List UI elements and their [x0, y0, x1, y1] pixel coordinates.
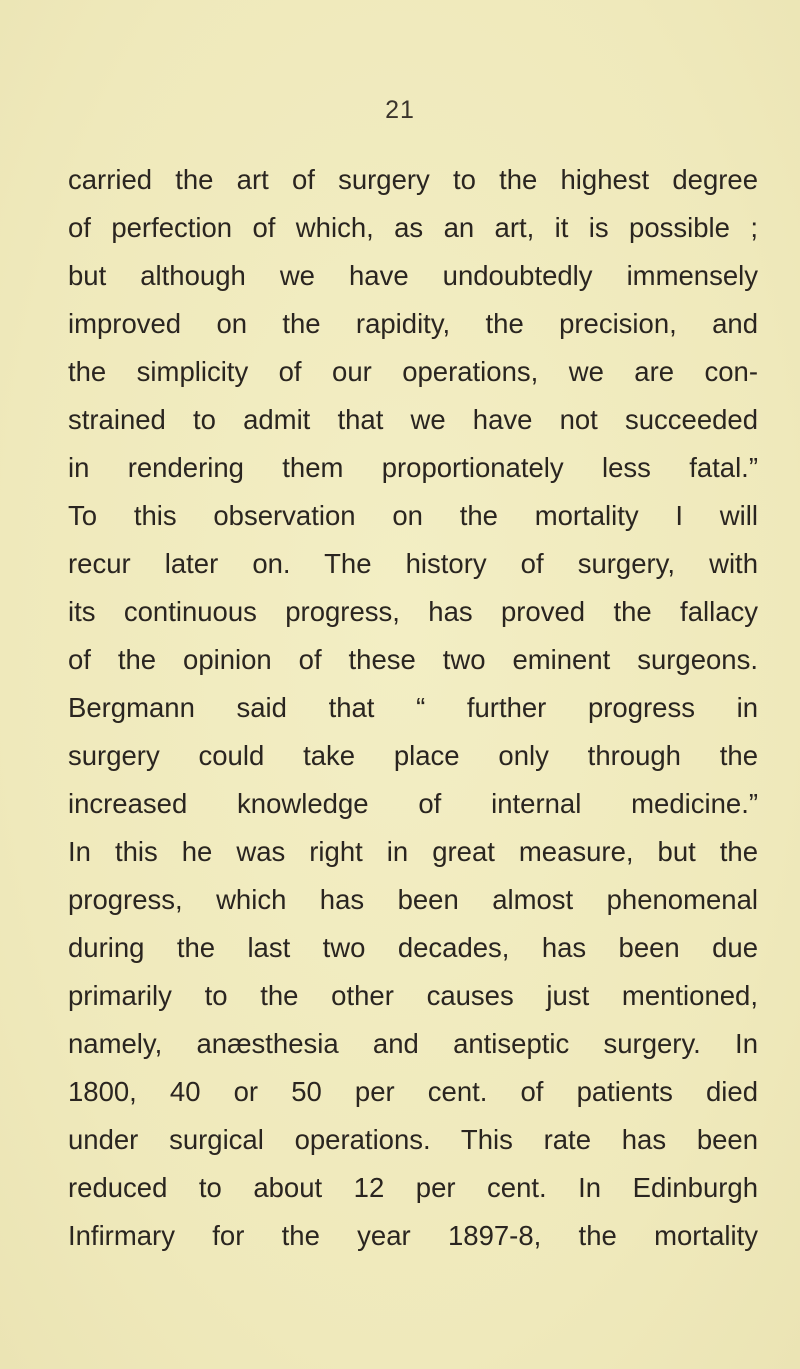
text-line: 1800, 40 or 50 per cent. of patients died [68, 1076, 758, 1107]
text-line: progress, which has been almost phenomenal [68, 884, 758, 915]
text-line: namely, anæsthesia and antiseptic surgery. In [68, 1028, 758, 1059]
text-line: under surgical operations. This rate has been [68, 1124, 758, 1155]
text-line: Infirmary for the year 1897-8, the mortality [68, 1220, 758, 1251]
text-line: In this he was right in great measure, but the [68, 836, 758, 867]
text-line: of perfection of which, as an art, it is possible ; [68, 212, 758, 243]
text-line: improved on the rapidity, the precision, and [68, 308, 758, 339]
text-line: surgery could take place only through the [68, 740, 758, 771]
text-line: To this observation on the mortality I will [68, 500, 758, 531]
text-line: the simplicity of our operations, we are con- [68, 356, 758, 387]
text-line: in rendering them proportionately less fatal.” [68, 452, 758, 483]
page-number: 21 [385, 96, 415, 124]
text-line: Bergmann said that “ further progress in [68, 692, 758, 723]
text-line: increased knowledge of internal medicine.” [68, 788, 758, 819]
text-line: its continuous progress, has proved the fallacy [68, 596, 758, 627]
text-line: carried the art of surgery to the highest degree [68, 164, 758, 195]
text-line: primarily to the other causes just mentioned, [68, 980, 758, 1011]
body-text [68, 156, 758, 1260]
text-line: recur later on. The history of surgery, with [68, 548, 758, 579]
text-line: during the last two decades, has been due [68, 932, 758, 963]
text-line: strained to admit that we have not succeeded [68, 404, 758, 435]
text-line: of the opinion of these two eminent surgeons. [68, 644, 758, 675]
text-line: reduced to about 12 per cent. In Edinburgh [68, 1172, 758, 1203]
text-line: but although we have undoubtedly immensely [68, 260, 758, 291]
